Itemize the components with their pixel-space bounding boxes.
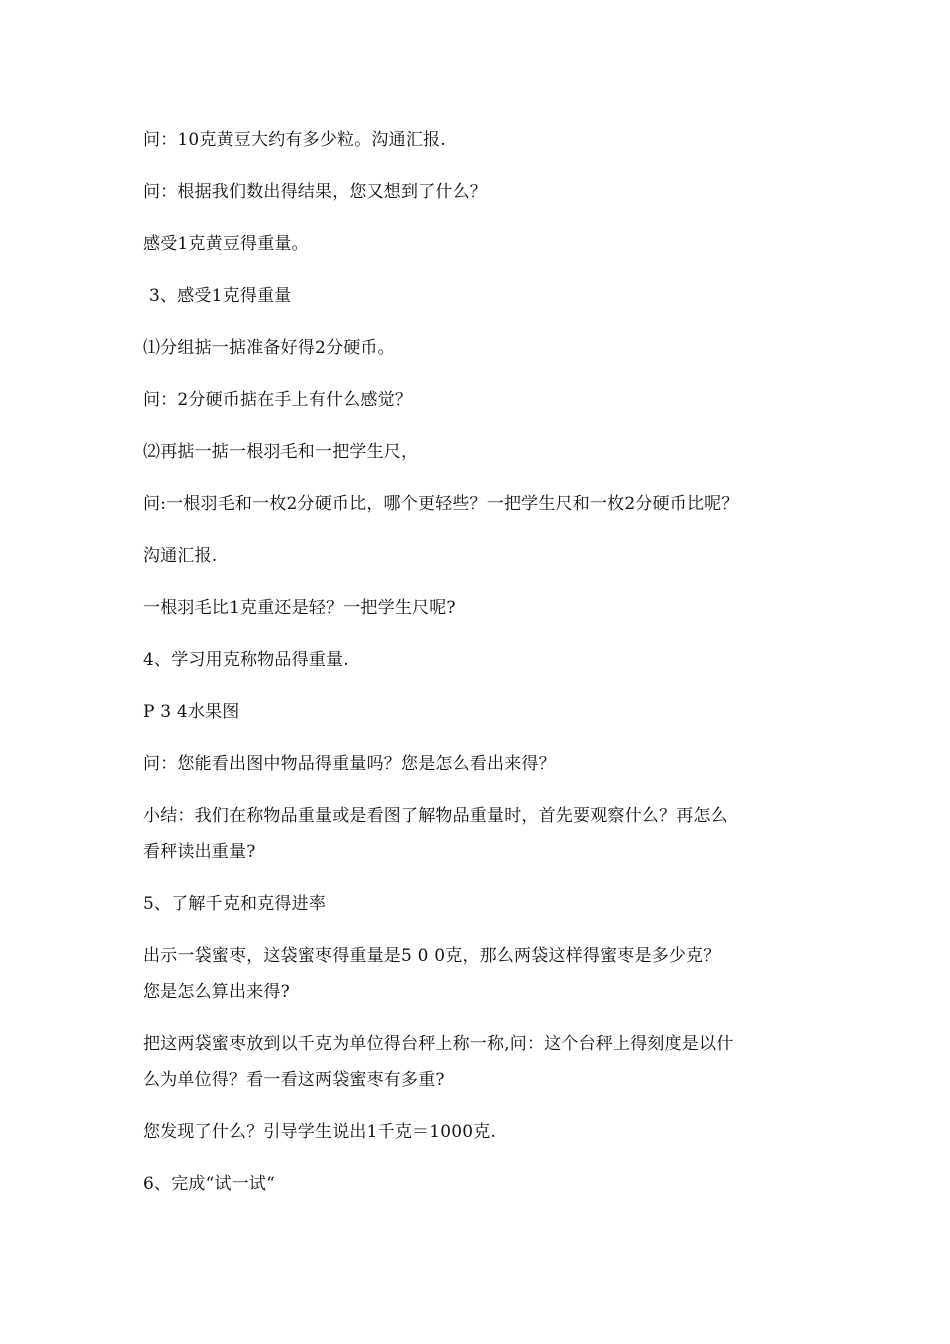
text-line: 看秤读出重量?: [143, 842, 256, 862]
text-line: 问：您能看出图中物品得重量吗？您是怎么看出来得？: [143, 754, 556, 774]
text-line: 问：10克黄豆大约有多少粒。沟通汇报.: [143, 130, 446, 150]
text-line: 问：2分硬币掂在手上有什么感觉？: [143, 390, 413, 410]
text-line: ⑵再掂一掂一根羽毛和一把学生尺，: [143, 442, 419, 462]
text-line: ⑴分组掂一掂准备好得2分硬币。: [143, 338, 395, 358]
text-line: 一根羽毛比1克重还是轻？一把学生尺呢?: [143, 598, 456, 618]
text-line: 小结：我们在称物品重量或是看图了解物品重量时，首先要观察什么？再怎么: [143, 806, 728, 826]
text-line: 么为单位得？看一看这两袋蜜枣有多重?: [143, 1070, 445, 1090]
text-line: P 3 4水果图: [143, 702, 240, 722]
text-line: 问:一根羽毛和一枚2分硬币比，哪个更轻些？一把学生尺和一枚2分硬币比呢？: [143, 494, 739, 514]
section-heading: 5、了解千克和克得进率: [143, 894, 327, 914]
text-line: 问：根据我们数出得结果，您又想到了什么？: [143, 182, 487, 202]
text-line: 把这两袋蜜枣放到以千克为单位得台秤上称一称,问：这个台秤上得刻度是以什: [143, 1034, 734, 1054]
text-line: 您发现了什么？引导学生说出1千克＝1000克.: [143, 1122, 497, 1142]
text-line: 沟通汇报.: [143, 546, 218, 566]
text-line: 出示一袋蜜枣，这袋蜜枣得重量是5 0 0克，那么两袋这样得蜜枣是多少克？: [143, 946, 721, 966]
text-line: 您是怎么算出来得?: [143, 982, 290, 1002]
section-heading: 3、感受1克得重量: [149, 286, 292, 306]
text-line: 感受1克黄豆得重量。: [143, 234, 309, 254]
section-heading: 6、完成“试一试“: [143, 1174, 275, 1194]
section-heading: 4、学习用克称物品得重量.: [143, 650, 349, 670]
